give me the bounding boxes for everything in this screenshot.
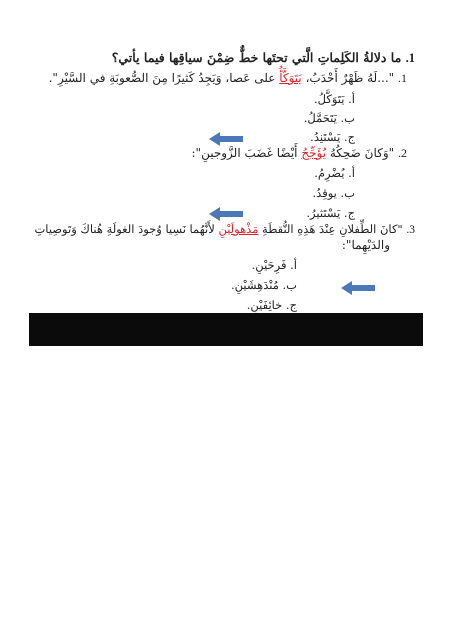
title-number: 1. [405,51,415,65]
question-1-option-a: أ. يَتَوَكَّلُ. [314,92,355,106]
question-2-text [192,146,407,161]
question-3-underlined-word: مَذْهولَيْنِ [218,222,259,236]
question-1-text [49,71,407,86]
question-3-text [34,222,415,238]
question-1-option-c: ج. يَسْتَنِدُ. [310,130,355,144]
question-3-post: لأَنَّهُما نَسِيا وُجودَ الغولَةِ هُناكَ وَتَوصِياتِ [34,222,215,236]
worksheet [29,38,423,346]
answer-arrow-icon [209,207,243,221]
question-title [112,50,415,66]
question-2-underlined-word: يُؤَجِّجُ [301,146,327,160]
answer-arrow-icon [341,281,375,295]
question-3-text-line2: والدَيْهِما": [341,238,390,252]
black-bar [29,313,423,346]
question-3-option-c: ج. خائِفَيْنِ. [246,298,297,312]
question-3-pre: "كانَ الطِّفلانِ عِنْدَ هَذِهِ النُّقطَةِ [262,222,403,236]
question-1-pre: "...لَهُ ظَهْرٌ أَحْدَبُ، [305,71,395,85]
question-2-option-c: ج. يَسْتَثيرُ. [306,206,355,220]
title-text: ما دلالةُ الكَلِماتِ الَّتي تحتَها خطٌّ ضِمْنَ سياقِها فيما يأتي؟ [111,50,402,65]
question-2-option-b: ب. يوقِدُ. [312,186,355,200]
question-1-option-b: ب. يَتَحَمَّلُ. [303,111,355,125]
answer-arrow-icon [209,132,243,146]
question-2-pre: "وَكانَ ضَحِكُهُ [329,146,395,160]
question-3-option-a: أ. فَرِحَيْنِ. [251,258,297,272]
question-1-underlined-word: يَتَوَكَّأُ [279,71,302,85]
question-1-post: على عَصا، وَيَجِدُ كَثيرًا مِنَ الصُّعوبَةِ في السَّيْرِ". [48,71,276,85]
question-1-number: 1. [398,71,407,85]
question-2-option-a: أ. يُضْرِمُ. [314,166,355,180]
question-3-number: 3. [406,224,415,236]
question-2-number: 2. [398,146,407,160]
question-2-post: أَيْضًا غَضَبَ الزَّوجينِ": [191,146,298,160]
question-3-option-b: ب. مُنْدَهِشَيْنِ. [230,278,297,292]
